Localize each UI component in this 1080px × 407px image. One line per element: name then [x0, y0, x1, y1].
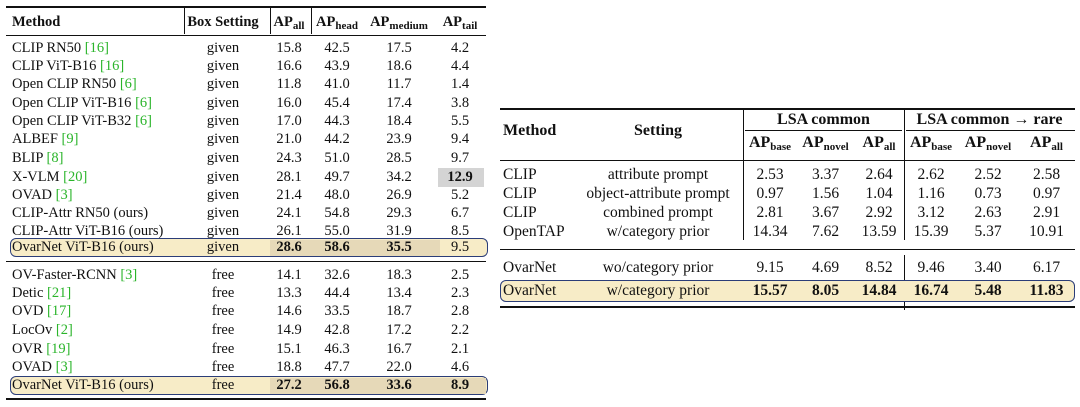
table-row: Open CLIP RN50 [6] given 11.8 41.0 11.7 1.4 [12, 76, 470, 92]
header-setting: Setting [634, 122, 682, 139]
header-ap-tail: $AP_{tail}$ [442, 14, 478, 32]
header-ap-base: $AP_{base}$ [748, 134, 792, 153]
table-row: X-VLM [20] given 28.1 49.7 34.2 12.9 [12, 169, 473, 185]
table-row: CLIP-Attr ViT-B16 (ours) given 26.1 55.0 31.9 8.5 [12, 223, 470, 239]
group-rule [906, 130, 1075, 131]
table-lsa-benchmark [500, 108, 1075, 314]
table1-header-row [6, 10, 486, 34]
table-row: OvarNet wo/category prior 9.15 4.69 8.52 9.46 3.40 6.17 [503, 259, 1061, 276]
table-row: CLIP ViT-B16 [16] given 16.6 43.9 18.6 4.4 [12, 58, 470, 74]
header-rule [500, 160, 1075, 161]
table-row: ALBEF [9] given 21.0 44.2 23.9 9.4 [12, 131, 470, 147]
header-ap-all: $AP_{all}$ [273, 14, 305, 32]
header-method: Method [12, 14, 61, 30]
header-ap-novel: $AP_{novel}$ [802, 134, 849, 153]
table-row: OVAD [3] free 18.8 47.7 22.0 4.6 [12, 359, 470, 375]
table-row: OVR [19] free 15.1 46.3 16.7 2.1 [12, 341, 470, 357]
table-row: CLIP-Attr RN50 (ours) given 24.1 54.8 29.3 6.7 [12, 205, 470, 221]
header-lsa-common: LSA common [777, 111, 870, 128]
table-row: CLIP combined prompt 2.81 3.67 2.92 3.12 2.63 2.91 [503, 204, 1061, 221]
table-row: OVD [17] free 14.6 33.5 18.7 2.8 [12, 303, 470, 319]
table-row: Open CLIP ViT-B32 [6] given 17.0 44.3 18.4 5.5 [12, 113, 470, 129]
bottom-rule [6, 398, 486, 400]
section-rule [6, 261, 486, 262]
header-rule [6, 35, 486, 36]
header-ap-novel: $AP_{novel}$ [964, 134, 1012, 153]
table-row: CLIP object-attribute prompt 0.97 1.56 1.04 1.16 0.73 0.97 [503, 185, 1061, 202]
top-rule [500, 108, 1075, 110]
top-rule [6, 6, 486, 8]
header-ap-base: $AP_{base}$ [909, 134, 953, 153]
table-row-ours-given: OvarNet ViT-B16 (ours) given 28.6 58.6 35.5 9.5 [12, 239, 470, 255]
table-row: Open CLIP ViT-B16 [6] given 16.0 45.4 17.4 3.8 [12, 95, 470, 111]
header-ap-head: $AP_{head}$ [316, 14, 358, 32]
table-row: OVAD [3] given 21.4 48.0 26.9 5.2 [12, 187, 470, 203]
table-attribute-ap [6, 6, 486, 404]
header-ap-all: $AP_{all}$ [1030, 134, 1063, 153]
header-ap-medium: $AP_{medium}$ [370, 14, 428, 32]
table-row-ours: OvarNet w/category prior 15.57 8.05 14.84 16.74 5.48 11.83 [503, 282, 1064, 299]
table-row: CLIP attribute prompt 2.53 3.37 2.64 2.62 2.52 2.58 [503, 166, 1061, 183]
table-row: OV-Faster-RCNN [3] free 14.1 32.6 18.3 2.5 [12, 267, 470, 283]
table-row: LocOv [2] free 14.9 42.8 17.2 2.2 [12, 322, 470, 338]
table-row-ours-free: OvarNet ViT-B16 (ours) free 27.2 56.8 33.6 8.9 [12, 377, 470, 393]
header-box-setting: Box Setting [187, 14, 259, 30]
table-row: OpenTAP w/category prior 14.34 7.62 13.59 15.39 5.37 10.91 [503, 223, 1064, 240]
table-row: Detic [21] free 13.3 44.4 13.4 2.3 [12, 285, 470, 301]
bottom-rule [500, 306, 1075, 308]
table-row: CLIP RN50 [16] given 15.8 42.5 17.5 4.2 [12, 40, 470, 56]
header-ap-all: $AP_{all}$ [862, 134, 896, 153]
header-lsa-common-rare: LSA common → rare [916, 111, 1063, 128]
header-method: Method [503, 122, 557, 139]
table-row: BLIP [8] given 24.3 51.0 28.5 9.7 [12, 150, 470, 166]
section-rule [500, 249, 1075, 250]
group-rule [745, 130, 902, 131]
